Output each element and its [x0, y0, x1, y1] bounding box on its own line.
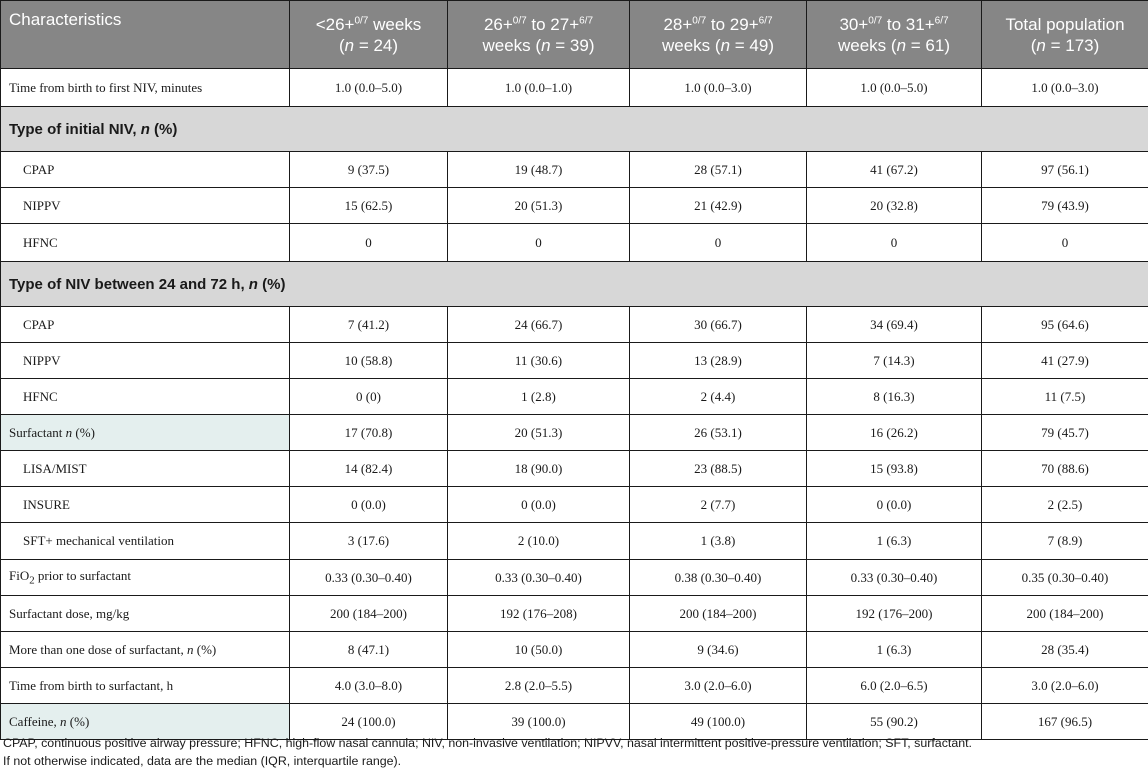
- row-label-a: Caffeine,: [9, 713, 61, 729]
- section-heading-b: (%): [257, 275, 286, 293]
- section-heading-n: n: [140, 120, 150, 138]
- cell-value: 95 (64.6): [982, 307, 1148, 343]
- cell-value: 2 (7.7): [630, 487, 807, 523]
- cell-value: 1.0 (0.0–3.0): [630, 69, 807, 107]
- cell-value: 0: [448, 224, 630, 262]
- cell-value: 3 (17.6): [290, 523, 448, 560]
- header-col-total-n: n: [1036, 35, 1046, 55]
- cell-value: 200 (184–200): [630, 596, 807, 632]
- section-heading-b: (%): [149, 120, 178, 138]
- cell-value: 17 (70.8): [290, 415, 448, 451]
- cell-value: 0: [982, 224, 1148, 262]
- row-label: Surfactant dose, mg/kg: [1, 596, 290, 632]
- cell-value: 0 (0.0): [807, 487, 982, 523]
- header-col-28-29-sup: 0/7: [692, 14, 707, 26]
- cell-value: 34 (69.4): [807, 307, 982, 343]
- cell-value: 20 (32.8): [807, 188, 982, 224]
- row-label-b: (%): [72, 424, 95, 440]
- cell-value: 13 (28.9): [630, 343, 807, 379]
- header-col-30-31: [807, 1, 982, 69]
- row-label-n: n: [186, 641, 194, 657]
- cell-value: 15 (93.8): [807, 451, 982, 487]
- cell-value: 21 (42.9): [630, 188, 807, 224]
- cell-value: 8 (47.1): [290, 632, 448, 668]
- header-col-30-31-l2-suffix: = 61): [906, 35, 950, 55]
- cell-value: 24 (66.7): [448, 307, 630, 343]
- cell-value: 10 (58.8): [290, 343, 448, 379]
- cell-value: 0.33 (0.30–0.40): [290, 560, 448, 596]
- table-row-later-hfnc: [1, 379, 1148, 415]
- table-footnote: [3, 734, 1148, 770]
- header-col-lt26-suffix: weeks: [368, 14, 422, 34]
- cell-value: 9 (34.6): [630, 632, 807, 668]
- cell-value: 1.0 (0.0–1.0): [448, 69, 630, 107]
- header-col-30-31-mid: to 31+: [882, 14, 935, 34]
- footnote-abbreviations: CPAP, continuous positive airway pressure; HFNC, high-flow nasal cannula; NIV, non-invasive ventilation; NIPVV, nasal intermittent positive-pressure ventilation; SFT, surfactant.: [3, 736, 973, 750]
- cell-value: 24 (100.0): [290, 704, 448, 740]
- cell-value: 0 (0.0): [448, 487, 630, 523]
- cell-value: 20 (51.3): [448, 415, 630, 451]
- cell-value: 167 (96.5): [982, 704, 1148, 740]
- cell-value: 28 (57.1): [630, 152, 807, 188]
- cell-value: 1.0 (0.0–3.0): [982, 69, 1148, 107]
- header-col-26-27: [448, 1, 630, 69]
- table-row-insure: [1, 487, 1148, 523]
- header-row: [1, 1, 1148, 69]
- header-col-30-31-sup2: 6/7: [934, 14, 949, 26]
- cell-value: 0: [807, 224, 982, 262]
- table-row-initial-nippv: [1, 188, 1148, 224]
- row-label-b: (%): [193, 641, 217, 657]
- row-label: [1, 415, 290, 451]
- header-col-30-31-prefix: 30+: [839, 14, 869, 34]
- header-col-26-27-mid: to 27+: [526, 14, 580, 34]
- cell-value: 8 (16.3): [807, 379, 982, 415]
- cell-value: 7 (14.3): [807, 343, 982, 379]
- header-col-28-29-sup2: 6/7: [758, 14, 773, 26]
- cell-value: 2 (10.0): [448, 523, 630, 560]
- header-characteristics: Characteristics: [1, 1, 290, 69]
- cell-value: 192 (176–200): [807, 596, 982, 632]
- table-row-initial-cpap: [1, 152, 1148, 188]
- cell-value: 41 (67.2): [807, 152, 982, 188]
- row-label: SFT+ mechanical ventilation: [1, 523, 290, 560]
- cell-value: 0.33 (0.30–0.40): [448, 560, 630, 596]
- row-label: [1, 632, 290, 668]
- cell-value: 55 (90.2): [807, 704, 982, 740]
- row-label-a: More than one dose of surfactant,: [9, 641, 187, 657]
- cell-value: 192 (176–208): [448, 596, 630, 632]
- row-label: LISA/MIST: [1, 451, 290, 487]
- header-col-28-29-mid: to 29+: [706, 14, 759, 34]
- cell-value: 6.0 (2.0–6.5): [807, 668, 982, 704]
- header-col-26-27-prefix: 26+: [483, 14, 513, 34]
- table-row-surfactant: [1, 415, 1148, 451]
- section-heading-n: n: [248, 275, 258, 293]
- cell-value: 200 (184–200): [290, 596, 448, 632]
- row-label-a: FiO: [9, 568, 30, 584]
- table-row-surfactant-dose: [1, 596, 1148, 632]
- header-col-26-27-l2: weeks (: [482, 35, 542, 55]
- header-col-26-27-n: n: [541, 35, 551, 55]
- cell-value: 9 (37.5): [290, 152, 448, 188]
- section-row-initial-niv: [1, 107, 1148, 152]
- row-label: NIPPV: [1, 343, 290, 379]
- cell-value: 19 (48.7): [448, 152, 630, 188]
- row-label: CPAP: [1, 307, 290, 343]
- row-label: HFNC: [1, 224, 290, 262]
- cell-value: 0: [290, 224, 448, 262]
- cell-value: 0.38 (0.30–0.40): [630, 560, 807, 596]
- footnote-median-note: If not otherwise indicated, data are the median (IQR, interquartile range).: [3, 754, 402, 768]
- table-row-fio2: [1, 560, 1148, 596]
- cell-value: 97 (56.1): [982, 152, 1148, 188]
- table-row-initial-hfnc: [1, 224, 1148, 262]
- cell-value: 7 (8.9): [982, 523, 1148, 560]
- header-col-lt26-prefix: <26+: [315, 14, 355, 34]
- section-row-niv-24-72: [1, 262, 1148, 307]
- row-label-n: n: [60, 713, 67, 729]
- section-heading-a: Type of NIV between 24 and 72 h,: [9, 275, 249, 293]
- cell-value: 49 (100.0): [630, 704, 807, 740]
- cell-value: 2 (2.5): [982, 487, 1148, 523]
- cell-value: 20 (51.3): [448, 188, 630, 224]
- cell-value: 14 (82.4): [290, 451, 448, 487]
- cell-value: 15 (62.5): [290, 188, 448, 224]
- header-col-30-31-n: n: [896, 35, 907, 55]
- header-col-lt26-l2-prefix: (: [338, 35, 345, 55]
- cell-value: 0.35 (0.30–0.40): [982, 560, 1148, 596]
- row-label: Time from birth to surfactant, h: [1, 668, 290, 704]
- header-col-total-l2-prefix: (: [1030, 35, 1037, 55]
- row-label-b: prior to surfactant: [34, 568, 132, 584]
- cell-value: 23 (88.5): [630, 451, 807, 487]
- header-col-28-29-prefix: 28+: [663, 14, 693, 34]
- cell-value: 26 (53.1): [630, 415, 807, 451]
- header-col-26-27-l2-suffix: = 39): [550, 35, 595, 55]
- row-label: [1, 560, 290, 596]
- header-col-26-27-sup: 0/7: [512, 14, 527, 26]
- section-heading: [1, 262, 1148, 307]
- cell-value: 3.0 (2.0–6.0): [982, 668, 1148, 704]
- cell-value: 70 (88.6): [982, 451, 1148, 487]
- row-label: HFNC: [1, 379, 290, 415]
- table-row-sft-mechanical-ventilation: [1, 523, 1148, 560]
- cell-value: 1 (6.3): [807, 523, 982, 560]
- cell-value: 0.33 (0.30–0.40): [807, 560, 982, 596]
- cell-value: 0: [630, 224, 807, 262]
- row-label-a: Surfactant: [9, 424, 66, 440]
- cell-value: 1.0 (0.0–5.0): [807, 69, 982, 107]
- section-heading: [1, 107, 1148, 152]
- cell-value: 11 (7.5): [982, 379, 1148, 415]
- cell-value: 2 (4.4): [630, 379, 807, 415]
- header-col-28-29-n: n: [720, 35, 731, 55]
- header-col-26-27-sup2: 6/7: [579, 14, 594, 26]
- cell-value: 3.0 (2.0–6.0): [630, 668, 807, 704]
- header-col-lt26-n: n: [344, 35, 355, 55]
- section-heading-a: Type of initial NIV,: [9, 120, 141, 138]
- table-row-time-to-surfactant: [1, 668, 1148, 704]
- cell-value: 2.8 (2.0–5.5): [448, 668, 630, 704]
- cell-value: 18 (90.0): [448, 451, 630, 487]
- header-col-total-l1: Total population: [1005, 14, 1125, 34]
- header-col-28-29-l2: weeks (: [662, 35, 721, 55]
- cell-value: 1 (3.8): [630, 523, 807, 560]
- cell-value: 30 (66.7): [630, 307, 807, 343]
- table-row-later-nippv: [1, 343, 1148, 379]
- header-col-total-l2-suffix: = 173): [1045, 35, 1100, 55]
- header-col-28-29-l2-suffix: = 49): [730, 35, 774, 55]
- header-col-28-29: [630, 1, 807, 69]
- cell-value: 0 (0): [290, 379, 448, 415]
- header-col-lt26-sup: 0/7: [354, 14, 369, 26]
- table-row-later-cpap: [1, 307, 1148, 343]
- header-col-total: [982, 1, 1148, 69]
- table-row-lisa-mist: [1, 451, 1148, 487]
- cell-value: 79 (45.7): [982, 415, 1148, 451]
- table-row-more-than-one-dose: [1, 632, 1148, 668]
- cell-value: 11 (30.6): [448, 343, 630, 379]
- row-label-n: n: [65, 424, 73, 440]
- cell-value: 200 (184–200): [982, 596, 1148, 632]
- cell-value: 1 (6.3): [807, 632, 982, 668]
- cell-value: 0 (0.0): [290, 487, 448, 523]
- row-label: Time from birth to first NIV, minutes: [1, 69, 290, 107]
- cell-value: 28 (35.4): [982, 632, 1148, 668]
- cell-value: 39 (100.0): [448, 704, 630, 740]
- cell-value: 1.0 (0.0–5.0): [290, 69, 448, 107]
- cell-value: 79 (43.9): [982, 188, 1148, 224]
- row-label-b: (%): [66, 713, 90, 729]
- cell-value: 41 (27.9): [982, 343, 1148, 379]
- header-col-lt26: [290, 1, 448, 69]
- cell-value: 16 (26.2): [807, 415, 982, 451]
- header-col-lt26-l2-suffix: = 24): [354, 35, 399, 55]
- row-label: NIPPV: [1, 188, 290, 224]
- header-col-30-31-sup: 0/7: [868, 14, 883, 26]
- header-col-30-31-l2: weeks (: [838, 35, 897, 55]
- cell-value: 1 (2.8): [448, 379, 630, 415]
- cell-value: 4.0 (3.0–8.0): [290, 668, 448, 704]
- table-row-time-first-niv: [1, 69, 1148, 107]
- cell-value: 10 (50.0): [448, 632, 630, 668]
- row-label: INSURE: [1, 487, 290, 523]
- row-label: CPAP: [1, 152, 290, 188]
- cell-value: 7 (41.2): [290, 307, 448, 343]
- row-label-sub: 2: [29, 574, 35, 587]
